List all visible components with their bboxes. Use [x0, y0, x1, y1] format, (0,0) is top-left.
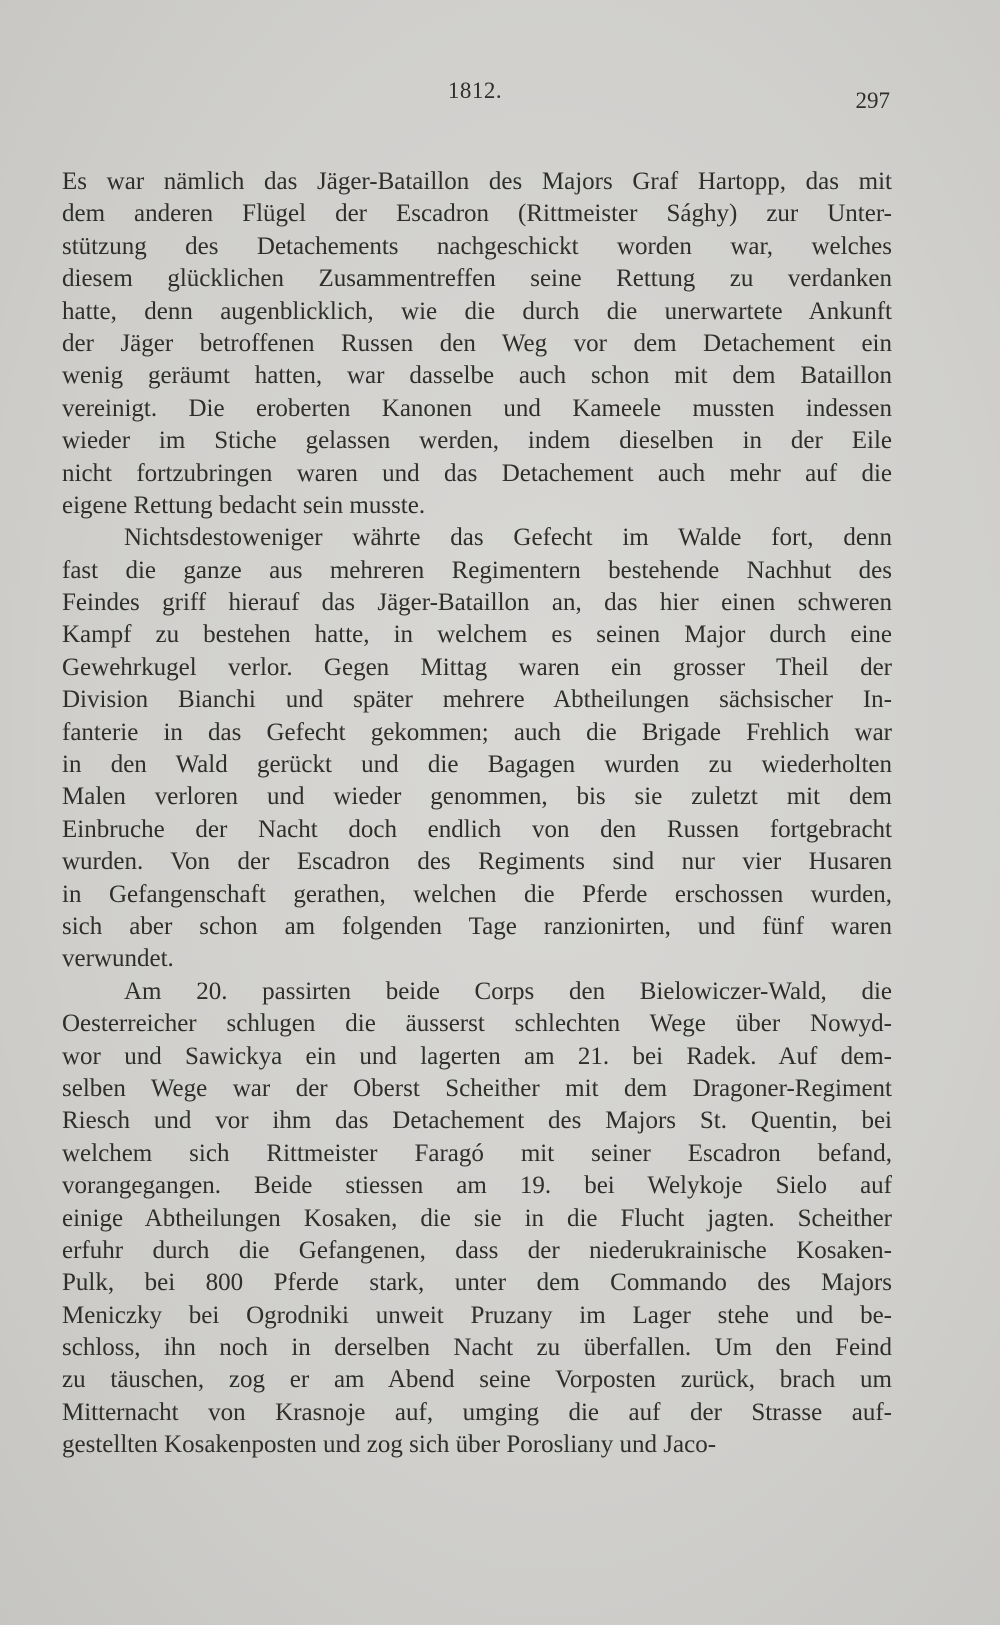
text-line: selben Wege war der Oberst Scheither mit dem Dragoner-Regiment [62, 1074, 892, 1102]
text-line: Kampf zu bestehen hatte, in welchem es seinen Major durch eine [62, 621, 892, 649]
text-line: gestellten Kosakenposten und zog sich über Porosliany und Jaco- [62, 1431, 717, 1459]
text-line: welchem sich Rittmeister Faragó mit seiner Escadron befand, [62, 1139, 892, 1167]
text-line: vereinigt. Die eroberten Kanonen und Kameele mussten indessen [62, 394, 892, 422]
text-line: fanterie in das Gefecht gekommen; auch die Brigade Frehlich war [62, 718, 892, 746]
text-line: Meniczky bei Ogrodniki unweit Pruzany im Lager stehe und be- [62, 1301, 892, 1329]
text-line: Mitternacht von Krasnoje auf, umging die auf der Strasse auf- [62, 1398, 892, 1426]
text-line: verwundet. [62, 945, 174, 973]
text-line: erfuhr durch die Gefangenen, dass der niederukrainische Kosaken- [62, 1236, 892, 1264]
text-line: wurden. Von der Escadron des Regiments sind nur vier Husaren [62, 848, 892, 876]
text-line: Gewehrkugel verlor. Gegen Mittag waren ein grosser Theil der [62, 653, 892, 681]
text-line: zu täuschen, zog er am Abend seine Vorposten zurück, brach um [62, 1366, 892, 1394]
text-line: hatte, denn augenblicklich, wie die durch die unerwartete Ankunft [62, 297, 892, 325]
text-line: diesem glücklichen Zusammentreffen seine Rettung zu verdanken [62, 265, 892, 293]
text-line: schloss, ihn noch in derselben Nacht zu überfallen. Um den Feind [62, 1334, 892, 1362]
text-line: einige Abtheilungen Kosaken, die sie in die Flucht jagten. Scheither [62, 1204, 892, 1232]
body-text [62, 166, 892, 1462]
text-line: Am 20. passirten beide Corps den Bielowiczer-Wald, die [124, 977, 892, 1005]
text-line: wor und Sawickya ein und lagerten am 21. bei Radek. Auf dem- [62, 1042, 892, 1070]
text-line: Malen verloren und wieder genommen, bis sie zuletzt mit dem [62, 783, 892, 811]
running-header-year: 1812. [447, 78, 503, 103]
text-line: Es war nämlich das Jäger-Bataillon des Majors Graf Hartopp, das mit [62, 168, 892, 195]
text-line: vorangegangen. Beide stiessen am 19. bei Welykoje Sielo auf [62, 1172, 892, 1200]
text-line: nicht fortzubringen waren und das Detachement auch mehr auf die [62, 459, 892, 487]
text-line: stützung des Detachements nachgeschickt worden war, welches [62, 232, 892, 260]
text-line: fast die ganze aus mehreren Regimentern bestehende Nachhut des [62, 556, 892, 584]
paragraph [62, 166, 892, 522]
text-line: Feindes griff hierauf das Jäger-Bataillon an, das hier einen schweren [62, 589, 892, 617]
text-line: Pulk, bei 800 Pferde stark, unter dem Commando des Majors [62, 1269, 892, 1297]
paragraph [62, 522, 892, 975]
text-line: sich aber schon am folgenden Tage ranzionirten, und fünf waren [62, 912, 892, 940]
text-line: wenig geräumt hatten, war dasselbe auch schon mit dem Bataillon [62, 362, 892, 390]
page-number: 297 [855, 88, 890, 113]
text-line: Nichtsdestoweniger währte das Gefecht im Walde fort, denn [124, 524, 892, 552]
text-line: Division Bianchi und später mehrere Abtheilungen sächsischer In- [62, 686, 892, 714]
text-line: in Gefangenschaft gerathen, welchen die Pferde erschossen wurden, [62, 880, 892, 908]
text-line: der Jäger betroffenen Russen den Weg vor dem Detachement ein [62, 329, 892, 357]
text-line: Einbruche der Nacht doch endlich von den Russen fortgebracht [62, 815, 892, 843]
text-line: eigene Rettung bedacht sein musste. [62, 491, 426, 519]
text-line: Oesterreicher schlugen die äusserst schlechten Wege über Nowyd- [62, 1010, 892, 1038]
text-line: Riesch und vor ihm das Detachement des Majors St. Quentin, bei [62, 1107, 892, 1135]
text-line: in den Wald gerückt und die Bagagen wurden zu wiederholten [62, 751, 892, 779]
text-line: dem anderen Flügel der Escadron (Rittmeister Sághy) zur Unter- [62, 200, 892, 228]
text-line: wieder im Stiche gelassen werden, indem dieselben in der Eile [62, 427, 892, 455]
paragraph [62, 976, 892, 1462]
